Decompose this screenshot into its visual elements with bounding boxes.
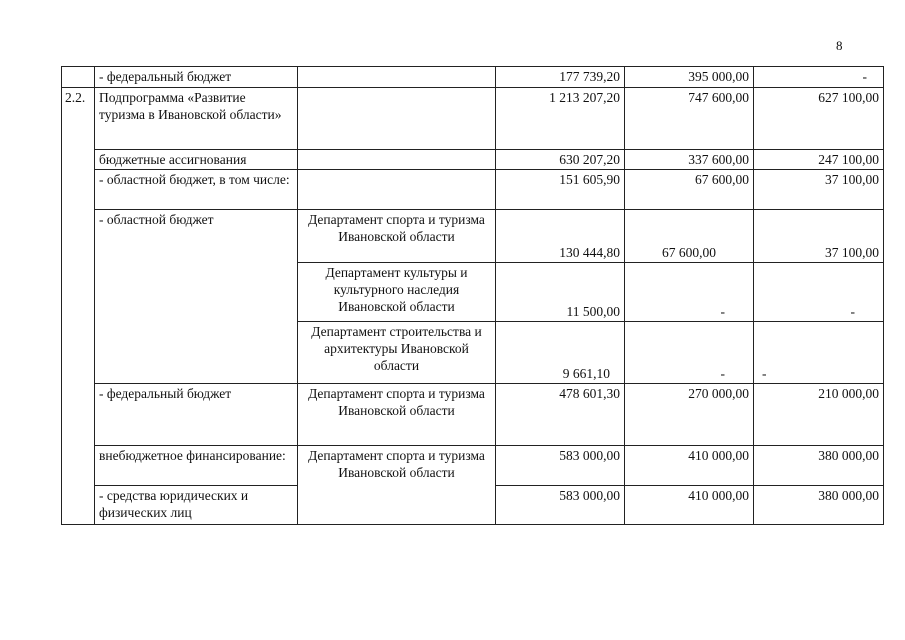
value-cell: - [625, 322, 754, 384]
value-cell: 37 100,00 [754, 170, 884, 210]
value-cell: 177 739,20 [496, 67, 625, 88]
table-row [62, 170, 884, 210]
value-cell: 410 000,00 [625, 446, 754, 486]
value-cell: 1 213 207,20 [496, 88, 625, 150]
value-cell: - [754, 322, 884, 384]
value-cell: 130 444,80 [496, 210, 625, 263]
row-label: - федеральный бюджет [95, 67, 298, 88]
value-cell: 37 100,00 [754, 210, 884, 263]
dept-cell [298, 150, 496, 170]
value-cell: 11 500,00 [496, 263, 625, 322]
value-cell: - [754, 263, 884, 322]
value-cell: 67 600,00 [625, 210, 754, 263]
table-row [62, 446, 884, 486]
value-cell: 747 600,00 [625, 88, 754, 150]
table-row [62, 88, 884, 150]
value-cell: 151 605,90 [496, 170, 625, 210]
dept-cell [298, 170, 496, 210]
value-cell: 337 600,00 [625, 150, 754, 170]
value-cell: 583 000,00 [496, 446, 625, 486]
value-cell: - [625, 263, 754, 322]
dept-cell: Департамент спорта и туризма Ивановской области [298, 210, 496, 263]
table-row [62, 384, 884, 446]
value-cell: 410 000,00 [625, 486, 754, 525]
row-label: бюджетные ассигнования [95, 150, 298, 170]
value-cell: - [754, 67, 884, 88]
dept-cell: Департамент спорта и туризма Ивановской области [298, 384, 496, 446]
value-cell: 395 000,00 [625, 67, 754, 88]
row-label: - средства юридических и физических лиц [95, 486, 298, 525]
value-cell: 67 600,00 [625, 170, 754, 210]
value-cell: 583 000,00 [496, 486, 625, 525]
value-cell: 380 000,00 [754, 486, 884, 525]
page-number: 8 [836, 38, 843, 53]
table-row [62, 67, 884, 88]
value-cell: 630 207,20 [496, 150, 625, 170]
dept-cell [298, 67, 496, 88]
row-label: внебюджетное финансирование: [95, 446, 298, 486]
value-cell: 247 100,00 [754, 150, 884, 170]
row-label: - областной бюджет [95, 210, 298, 384]
budget-table [61, 66, 884, 525]
dept-cell: Департамент культуры и культурного наследия Ивановской области [298, 263, 496, 322]
dept-cell: Департамент строительства и архитектуры Ивановской области [298, 322, 496, 384]
value-cell: 210 000,00 [754, 384, 884, 446]
value-cell: 627 100,00 [754, 88, 884, 150]
table-row [62, 210, 884, 263]
value-cell: 380 000,00 [754, 446, 884, 486]
row-number-cell: 2.2. [62, 88, 95, 525]
value-cell: 478 601,30 [496, 384, 625, 446]
row-label: Подпрограмма «Развитие туризма в Ивановской области» [95, 88, 298, 150]
row-label: - областной бюджет, в том числе: [95, 170, 298, 210]
row-number-cell [62, 67, 95, 88]
dept-cell [298, 88, 496, 150]
table-row [62, 150, 884, 170]
row-label: - федеральный бюджет [95, 384, 298, 446]
value-cell: 9 661,10 [496, 322, 625, 384]
dept-cell: Департамент спорта и туризма Ивановской области [298, 446, 496, 525]
value-cell: 270 000,00 [625, 384, 754, 446]
